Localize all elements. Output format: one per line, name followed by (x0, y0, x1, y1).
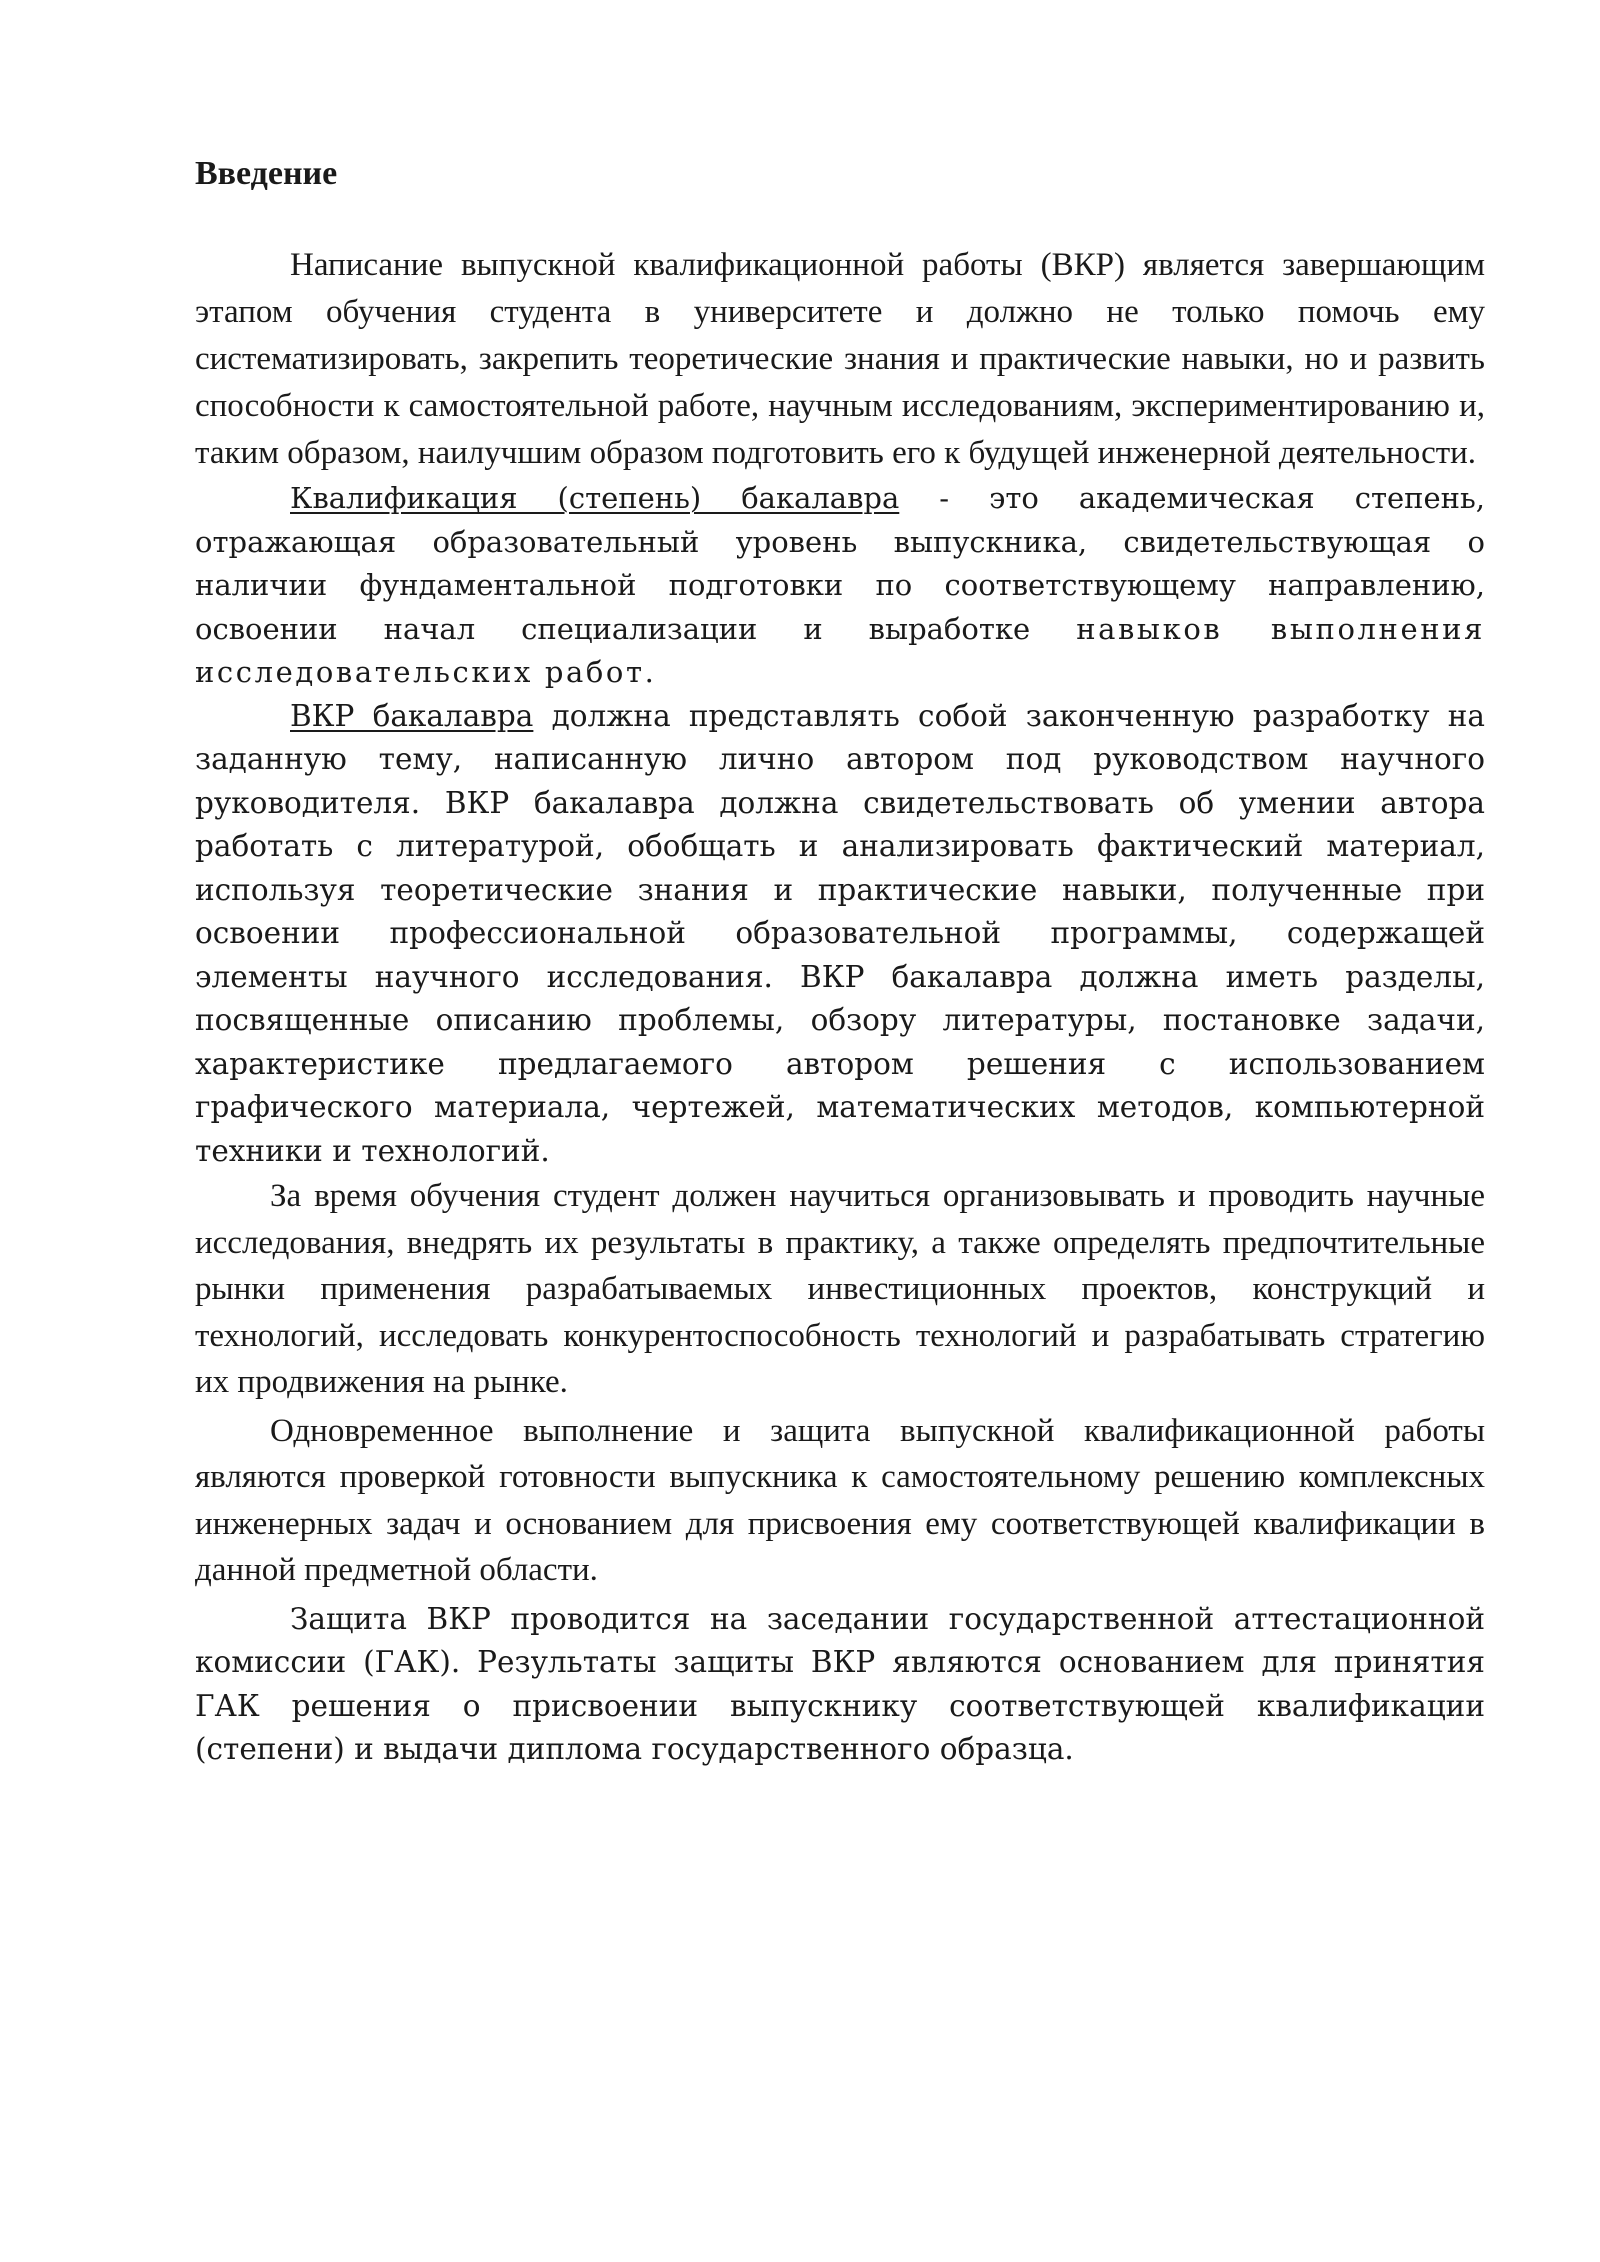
term-bachelor-thesis: ВКР бакалавра (290, 698, 534, 733)
term-bachelor-qualification: Квалификация (степень) бакалавра (290, 481, 900, 515)
paragraph-student-skills: За время обучения студент должен научиться организовывать и проводить научные исследования, внедрять их результаты в практику, а также определять предпочтительные рынки применения разрабатываемых инвестиционных проектов, конструкций и технологий, исследовать конкурентоспособность технологий и разрабатывать стратегию их продвижения на рынке. (195, 1178, 1485, 1400)
paragraph-bachelor-qualification (195, 477, 1485, 695)
paragraph-text: - это академическая степень, отражающая образовательный уровень выпускника, свидетельствующая о наличии фундаментальной подготовки по соответствующему направлению, освоении начал специализации и выработке (195, 481, 1486, 646)
paragraph-defense-commission: Защита ВКР проводится на заседании государственной аттестационной комиссии (ГАК). Результаты защиты ВКР являются основанием для принятия ГАК решения о присвоении выпускнику соответствующей квалификации (степени) и выдачи диплома государственного образца. (195, 1601, 1485, 1766)
section-heading: Введение (195, 155, 338, 192)
paragraph-bachelor-thesis (195, 695, 1485, 1174)
paragraph-text-tail: навыков выполнения исследовательских работ. (195, 611, 1485, 689)
document-body (195, 150, 1485, 1772)
paragraph-intro: Написание выпускной квалификационной работы (ВКР) является завершающим этапом обучения студента в университете и должно не только помочь ему систематизировать, закрепить теоретические знания и практические навыки, но и развить способности к самостоятельной работе, научным исследованиям, экспериментированию и, таким образом, наилучшим образом подготовить его к будущей инженерной деятельности. (195, 247, 1485, 471)
paragraph-text: должна представлять собой законченную разработку на заданную тему, написанную лично автором под руководством научного руководителя. ВКР бакалавра должна свидетельствовать об умении автора работать с литературой, обобщать и анализировать фактический материал, используя теоретические знания и практические навыки, полученные при освоении профессиональной образовательной программы, содержащей элементы научного исследования. ВКР бакалавра должна иметь разделы, посвященные описанию проблемы, обзору литературы, постановке задачи, характеристике предлагаемого автором решения с использованием графического материала, чертежей, математических методов, компьютерной техники и технологий. (195, 698, 1485, 1168)
paragraph-defense-purpose: Одновременное выполнение и защита выпускной квалификационной работы являются проверкой готовности выпускника к самостоятельному решению комплексных инженерных задач и основанием для присвоения ему соответствующей квалификации в данной предметной области. (195, 1412, 1485, 1588)
